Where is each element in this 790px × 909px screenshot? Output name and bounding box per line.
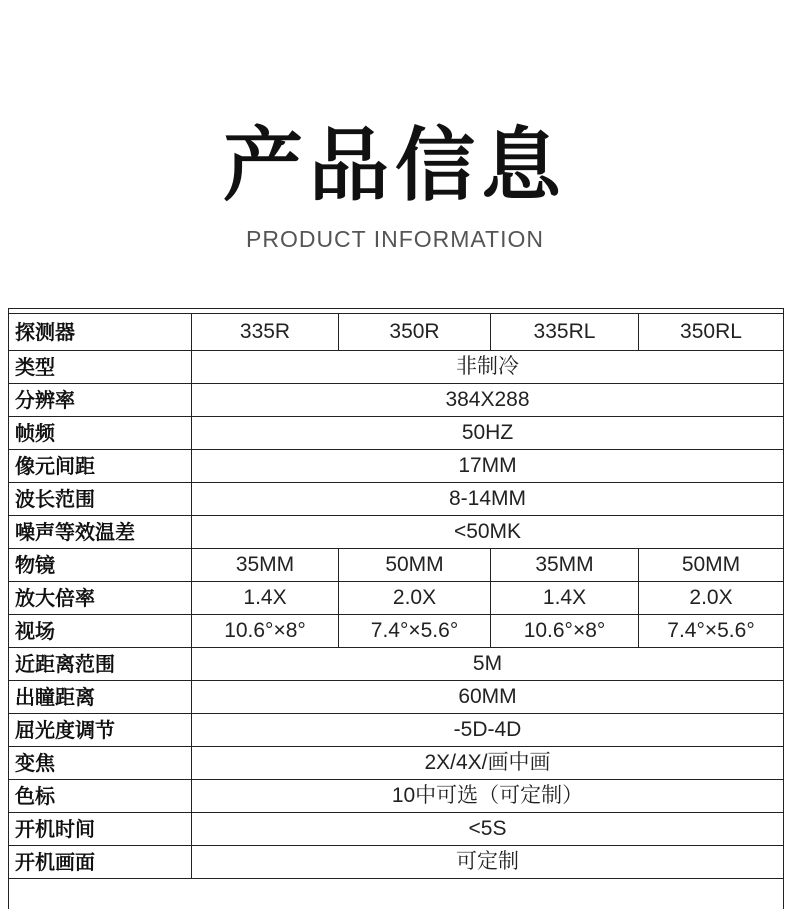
row-label: 屈光度调节 — [9, 714, 192, 747]
row-label: 出瞳距离 — [9, 681, 192, 714]
row-value: 1.4X — [491, 582, 639, 615]
row-value: 35MM — [491, 549, 639, 582]
row-label: 物镜 — [9, 549, 192, 582]
row-value: 2.0X — [639, 582, 784, 615]
table-row — [9, 549, 784, 582]
row-value: 10.6°×8° — [192, 615, 339, 648]
row-value: 17MM — [192, 450, 784, 483]
page-title: 产品信息 — [223, 119, 567, 212]
table-row — [9, 615, 784, 648]
table-row — [9, 780, 784, 813]
row-value: 350R — [339, 314, 491, 351]
row-label: 波长范围 — [9, 483, 192, 516]
table-row — [9, 714, 784, 747]
row-label: 近距离范围 — [9, 648, 192, 681]
row-value: 50MM — [639, 549, 784, 582]
table-row — [9, 648, 784, 681]
row-value: 335RL — [491, 314, 639, 351]
row-value: 5M — [192, 648, 784, 681]
page-subtitle: PRODUCT INFORMATION — [246, 226, 544, 252]
table-row — [9, 351, 784, 384]
table-row — [9, 846, 784, 879]
row-value: 10.6°×8° — [491, 615, 639, 648]
row-label: 类型 — [9, 351, 192, 384]
table-row — [9, 681, 784, 714]
row-label: 噪声等效温差 — [9, 516, 192, 549]
row-value: 7.4°×5.6° — [339, 615, 491, 648]
row-label: 像元间距 — [9, 450, 192, 483]
table-row — [9, 450, 784, 483]
row-value: 350RL — [639, 314, 784, 351]
row-value: 可定制 — [192, 846, 784, 879]
spec-table — [8, 313, 784, 879]
row-label: 帧频 — [9, 417, 192, 450]
row-label: 变焦 — [9, 747, 192, 780]
row-value: 10中可选（可定制） — [192, 780, 784, 813]
row-label: 探测器 — [9, 314, 192, 351]
row-value: 7.4°×5.6° — [639, 615, 784, 648]
row-label: 视场 — [9, 615, 192, 648]
table-row — [9, 582, 784, 615]
row-label: 分辨率 — [9, 384, 192, 417]
row-value: 8-14MM — [192, 483, 784, 516]
row-value: 2X/4X/画中画 — [192, 747, 784, 780]
table-row — [9, 384, 784, 417]
row-value: 非制冷 — [192, 351, 784, 384]
row-value: 50MM — [339, 549, 491, 582]
row-value: 35MM — [192, 549, 339, 582]
row-value: 335R — [192, 314, 339, 351]
row-value: -5D-4D — [192, 714, 784, 747]
table-row — [9, 516, 784, 549]
row-label: 色标 — [9, 780, 192, 813]
row-value: 60MM — [192, 681, 784, 714]
table-row — [9, 417, 784, 450]
table-row — [9, 314, 784, 351]
spec-table-body — [9, 314, 784, 879]
row-value: 50HZ — [192, 417, 784, 450]
row-value: 384X288 — [192, 384, 784, 417]
table-row — [9, 747, 784, 780]
row-label: 放大倍率 — [9, 582, 192, 615]
row-value: 1.4X — [192, 582, 339, 615]
row-label: 开机画面 — [9, 846, 192, 879]
table-row — [9, 483, 784, 516]
table-row — [9, 813, 784, 846]
row-value: <50MK — [192, 516, 784, 549]
row-label: 开机时间 — [9, 813, 192, 846]
row-value: <5S — [192, 813, 784, 846]
row-value: 2.0X — [339, 582, 491, 615]
